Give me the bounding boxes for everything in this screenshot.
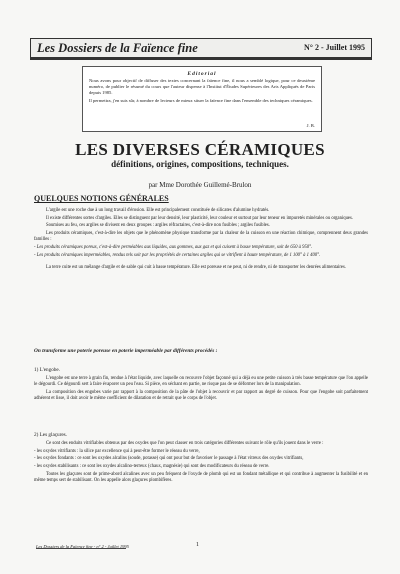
paragraph: Les produits céramiques, c'est-à-dire les objets que le phénomène physique transforme par la chaleur de la cuisson en une réaction chimique, comprennent deux grandes familles : bbox=[34, 231, 368, 243]
list-item: - les oxydes fondants : ce sont les oxydes alcalins (soude, potasse) qui ont pour but de favoriser le passage à l'état vitreux des oxydes vitrifiants, bbox=[34, 456, 304, 462]
editorial-text-2: Il permettra, j'en suis sûr, à nombre de lecteurs de mieux situer la faïence fine dans l'ensemble des techniques céramiques. bbox=[89, 98, 313, 103]
paragraph: La composition des engobes varie par rapport à la composition de la pâte de l'objet à recouvrir et par rapport au degré de cuisson. Pour que l'engobe soit parfaitement adhérent et lisse, il doit avoir le même coefficient de dilatation et de retrait que le corps de l'objet. bbox=[34, 389, 368, 402]
footer-text: Les Dossiers de la Faïence fine - n° 2 - Juillet 1995 bbox=[36, 544, 129, 549]
article-subtitle: définitions, origines, compositions, techniques. bbox=[111, 159, 289, 169]
paragraph: Ce sont des enduits vitrifiables obtenus par des oxydes que l'on peut classer en trois catégories différentes suivant le rôle qu'ils jouent dans le verre : bbox=[46, 441, 324, 446]
masthead-rule bbox=[30, 58, 372, 60]
paragraph: Il existe différentes sortes d'argiles. Elles se distinguent par leur densité, leur plasticité, leur couleur et surtout par leur teneur en impuretés minérales ou organiques. bbox=[46, 215, 354, 221]
list-item: - les oxydes stabilisants : ce sont les oxydes alcalino-terreux (chaux, magnésie) qui sont des modificateurs du réseau de verre. bbox=[34, 464, 270, 470]
editorial-title: Editorial bbox=[187, 71, 217, 77]
page-number: 1 bbox=[196, 542, 199, 548]
procedures-heading: On transforme une poterie poreuse en poterie imperméable par différents procédés : bbox=[34, 348, 218, 354]
item-heading-engobe: 1) L'engobe. bbox=[34, 367, 60, 373]
paragraph: Toutes les glaçures sont de prime-abord alcalines avec un peu fréquent de l'oxyde de plomb qui est un fondant métallique et qui contribue à augmenter la fusibilité et en même temps sert de stabilisant. On les appelle alors glaçures plombifères. bbox=[34, 471, 368, 484]
section-heading: QUELQUES NOTIONS GÉNÉRALES bbox=[34, 194, 169, 203]
glacures-body bbox=[34, 441, 368, 486]
list-item: - les oxydes vitrifiants : la silice par excellence qui à peut-être former le réseau du verre, bbox=[34, 448, 200, 454]
editorial-box bbox=[82, 66, 322, 132]
section1-body bbox=[34, 208, 368, 273]
masthead-issue: N° 2 - Juillet 1995 bbox=[304, 43, 365, 52]
article-title: LES DIVERSES CÉRAMIQUES bbox=[75, 140, 325, 159]
masthead-title: Les Dossiers de la Faïence fine bbox=[37, 41, 198, 55]
paragraph: La terre cuite est un mélange d'argile et de sable qui cuit à basse température. Elle est poreuse et ne peut, ni de rendre, ni de transporter les denrées alimentaires. bbox=[46, 264, 346, 270]
editorial-text-1: Nous avons pour objectif de diffuser des textes concernant la faïence fine, il nous a semblé logique, pour ce deuxième numéro, de publier le résumé du cours que l'auteur dispense à l'Institut d'Études Supérieures des Arts Appliqués de Paris depuis 1985. bbox=[89, 78, 315, 95]
paragraph: Soumises au feu, ces argiles se divisent en deux groupes : argiles réfractaires, c'est-à-dire non fusibles ; argiles fusibles. bbox=[46, 223, 270, 229]
paragraph: L'engobe est une terre à grain fin, rendue à l'état liquide, avec laquelle on recouvre l'objet façonné qui a déjà eu une petite cuisson à très basse température que l'on appelle le dégourdi. Ce dégourdi sert à faire évaporer un peu l'eau. Si pièce, en séchant en partie, ne risque pas de se déformer lors de la manipulation. bbox=[34, 376, 368, 388]
editorial-signature: J. B. bbox=[306, 123, 315, 128]
article-author: par Mme Dorothée Guillemé-Brulon bbox=[148, 181, 252, 189]
paragraph: L'argile est une roche due à un long travail d'érosion. Elle est principalement constituée de silicates d'alumine hydratés. bbox=[46, 208, 270, 213]
item-heading-glacures: 2) Les glaçures. bbox=[34, 432, 67, 438]
paragraph: - Les produits céramiques poreux, c'est-à-dire perméables aux liquides, aux gommes, aux gaz et qui cuisent à basse température, soit de 650 à 950°. bbox=[34, 245, 313, 251]
paragraph: - Les produits céramiques imperméables, rendus tels soit par les propriétés de certaines argiles qui se vitrifient à haute température, de 1 100° à 1 400°. bbox=[34, 252, 321, 258]
footer-rule bbox=[36, 548, 126, 549]
engobe-body bbox=[34, 376, 368, 404]
masthead bbox=[30, 38, 372, 58]
